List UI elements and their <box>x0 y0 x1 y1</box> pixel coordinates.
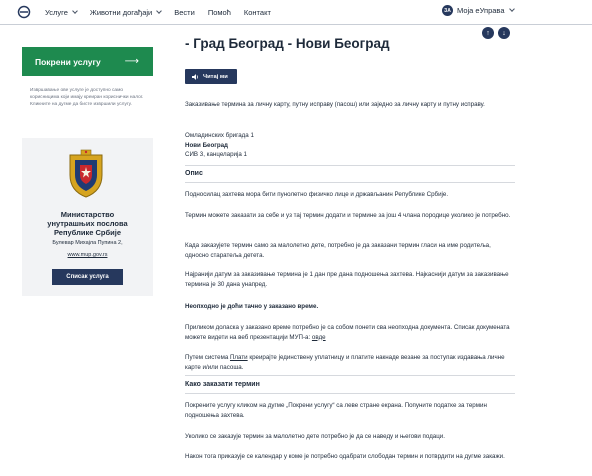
service-access-note: Извршавање ове услуге је доступно само корисницима који имају креиран кориснички налог. Кликните на дугме да бисте извршили услугу. <box>30 88 144 107</box>
page-title: - Град Београд - Нови Београд <box>185 36 390 51</box>
account-menu[interactable] <box>442 5 514 16</box>
how-to-book-heading: Како заказати термин <box>185 381 260 388</box>
description-paragraph: Најранији датум за заказивање термина је 1 дан пре дана подношења захтева. Најкаснији датум за заказивање термина је 30 дана унапред. <box>185 271 509 288</box>
institution-name <box>22 210 153 237</box>
top-navigation-bar <box>0 0 592 24</box>
description-paragraph: Када заказујете термин само за малолетно дете, потребно је да заказани термин гласи на име родитеља, односно старатеља детета. <box>185 242 491 259</box>
nav-label: Услуге <box>45 7 68 17</box>
how-to-paragraph: Уколико се заказује термин за малолетно дете потребно је да се наведу и његови подаци. <box>185 433 445 440</box>
coat-of-arms-icon <box>66 149 106 199</box>
chevron-down-icon <box>156 8 162 14</box>
nav-label: Помоћ <box>207 7 231 17</box>
institution-name-line: унутрашњих послова <box>47 219 128 228</box>
institution-website-link[interactable]: www.mup.gov.rs <box>67 252 108 258</box>
nav-label: Животни догађаји <box>89 7 153 17</box>
nav-label: Контакт <box>243 7 271 17</box>
speaker-icon <box>191 73 199 81</box>
start-service-button[interactable] <box>22 47 153 76</box>
paragraph-text: Путем система <box>185 354 230 361</box>
header-divider <box>0 24 592 25</box>
description-heading: Опис <box>185 170 203 177</box>
nav-item-news[interactable] <box>174 8 195 17</box>
services-list-button[interactable]: Списак услуга <box>52 269 123 285</box>
nav-item-services[interactable] <box>45 8 77 17</box>
nav-item-life-events[interactable] <box>90 8 161 17</box>
service-intro: Заказивање термина за личну карту, путну исправу (пасош) или заједно за личну карту и путну исправу. <box>185 101 485 108</box>
section-divider <box>185 393 515 394</box>
read-aloud-button[interactable] <box>185 69 237 84</box>
start-service-label: Покрени услугу <box>35 56 101 67</box>
read-aloud-label: Читај ми <box>203 73 228 80</box>
description-paragraph <box>185 353 515 372</box>
plati-link[interactable]: Плати <box>229 354 248 361</box>
nav-item-help[interactable] <box>208 8 231 17</box>
description-paragraph: Термин можете заказати за себе и уз тај термин додати и термине за још 4 члана породице уколико је потребно. <box>185 212 511 219</box>
address-line: Нови Београд <box>185 141 228 149</box>
nav-item-contact[interactable] <box>244 8 271 17</box>
scroll-buttons <box>482 27 514 39</box>
chevron-down-icon <box>72 8 78 14</box>
avatar: ЗА <box>442 5 453 16</box>
arrow-right-icon: ⟶ <box>124 56 139 67</box>
documents-link[interactable]: овде <box>311 333 326 341</box>
description-paragraph <box>185 323 515 342</box>
paragraph-text: Приликом доласка у заказано време потребно је са собом понети сва неопходна документа. Списак докумената можете видети на веб презентацији МУП-а: <box>185 324 510 341</box>
address-line: Омладинских бригада 1 <box>185 132 254 139</box>
description-paragraph-important: Неопходно је доћи тачно у заказано време. <box>185 303 319 310</box>
scroll-down-button[interactable]: ↓ <box>498 27 510 39</box>
scroll-up-button[interactable]: ↑ <box>482 27 494 39</box>
euprava-logo-icon[interactable] <box>17 4 31 20</box>
section-divider <box>185 182 515 183</box>
office-address <box>185 131 515 160</box>
chevron-down-icon <box>509 6 515 12</box>
account-label: Моја еУправа <box>457 6 505 15</box>
description-paragraph: Подносилац захтева мора бити пунолетно физичко лице и држављанин Републике Србије. <box>185 191 449 198</box>
institution-name-line: Министарство <box>60 210 115 219</box>
institution-card <box>22 138 153 296</box>
section-divider <box>185 165 515 166</box>
institution-address: Булевар Михајла Пупина 2, <box>52 240 123 246</box>
section-divider <box>185 375 515 376</box>
how-to-paragraph: Након тога приказује се календар у коме је потребно одабрати слободан термин и потврдити на дугме закажи. <box>185 453 505 460</box>
institution-name-line: Републике Србије <box>53 228 121 237</box>
address-line: СИВ 3, канцеларија 1 <box>185 151 247 158</box>
paragraph-text: креирајте јединствену уплатницу и платите накнаде везане за поступак издавања личне карте и/или пасоша. <box>185 354 505 371</box>
main-nav <box>45 0 284 24</box>
how-to-paragraph: Покрените услугу кликом на дугме „Покрени услугу“ са леве стране екрана. Попуните податке за термин подношења захтева. <box>185 402 487 419</box>
nav-label: Вести <box>174 7 195 17</box>
